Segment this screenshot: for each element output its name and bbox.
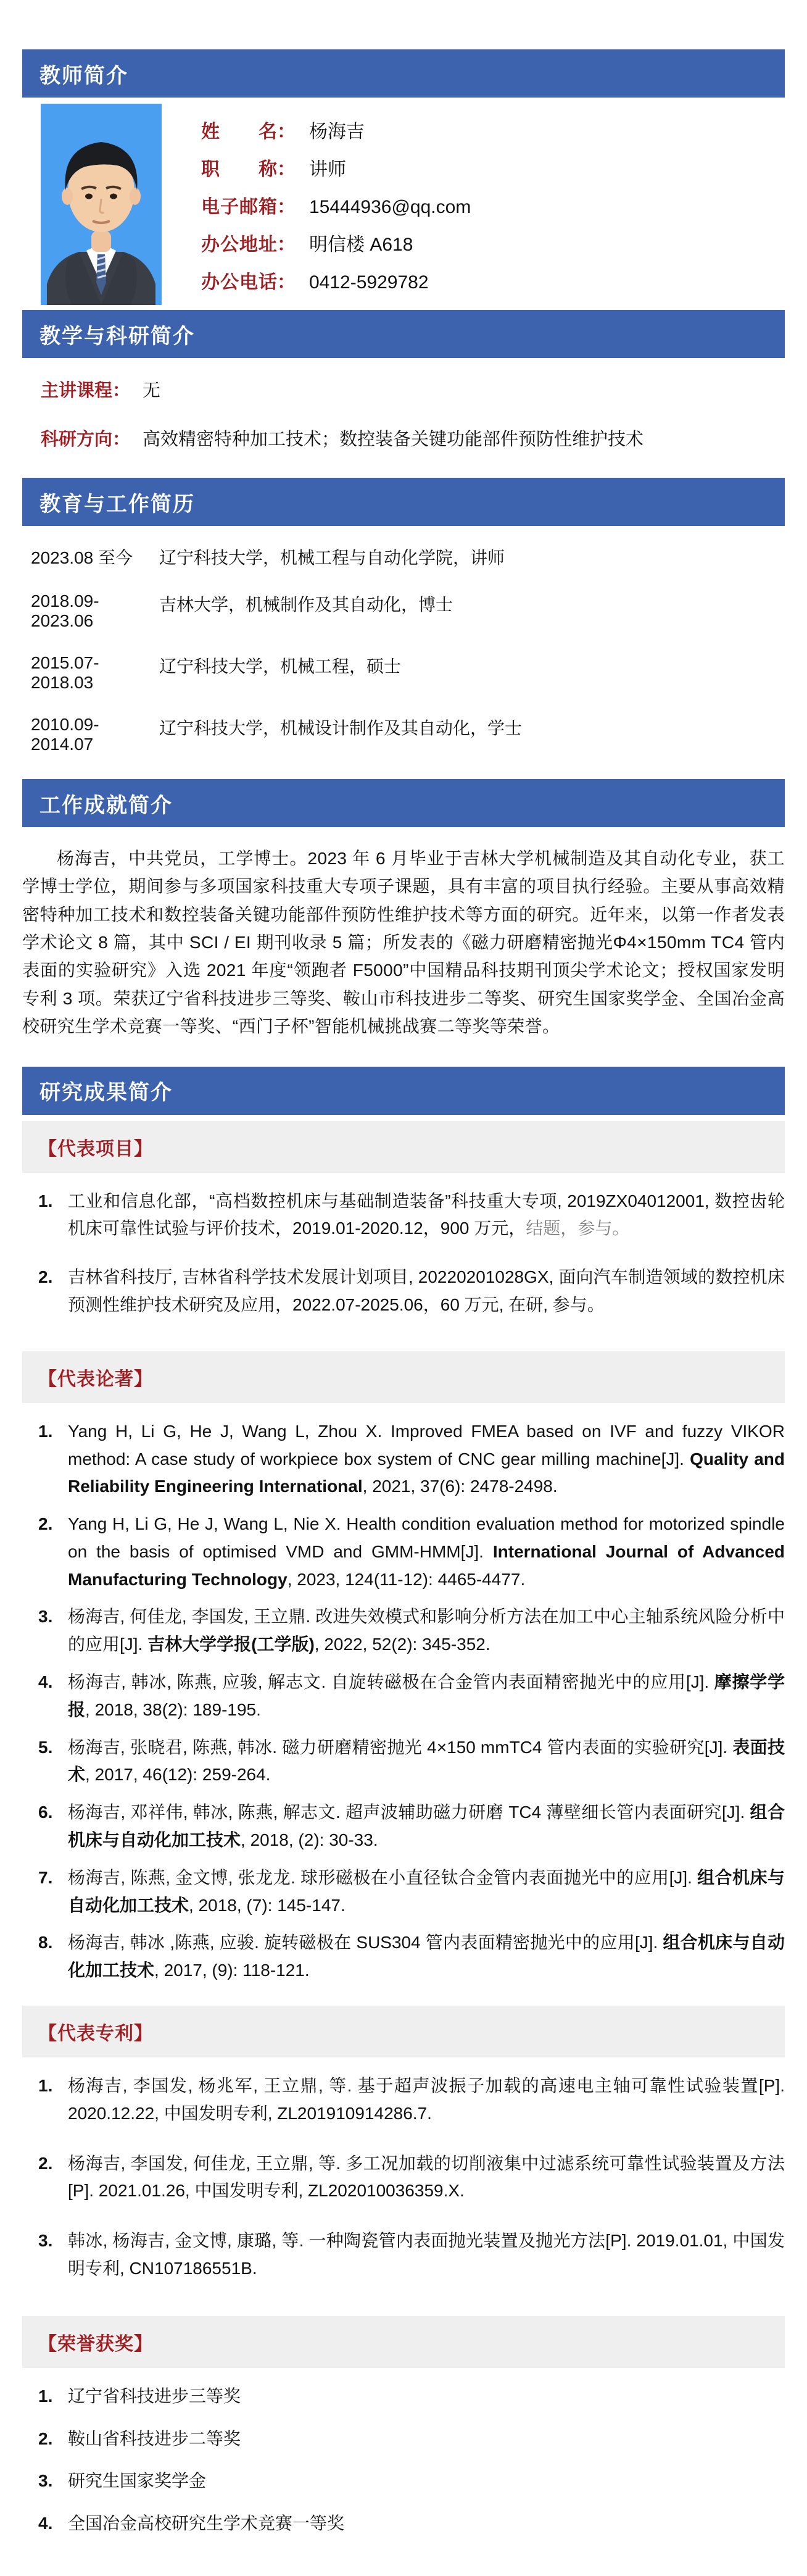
list-item: [38, 1603, 785, 1659]
profile-fields: [201, 104, 471, 305]
list-item: [38, 2425, 785, 2453]
text-segment: 杨海吉, 李国发, 何佳龙, 王立鼎, 等. 多工况加载的切削液集中过滤系统可靠性试验装置及方法[P]. 2021.01.26, 中国发明专利, ZL202010036359.X.: [68, 2153, 785, 2201]
list-item-number: 1.: [38, 2386, 53, 2406]
profile-field: [201, 191, 471, 219]
section-header-research: [22, 1067, 785, 1115]
research-results-block: [22, 1121, 785, 2558]
list-item-number: 4.: [38, 1672, 53, 1692]
list-item-text: [68, 1669, 785, 1724]
text-segment: 组合机床与自动化加工技术: [68, 1867, 785, 1915]
list-item-text: [68, 2227, 785, 2283]
resume-timeline: [22, 526, 785, 779]
list-item-number: 2.: [38, 2428, 53, 2448]
teaching-value: 高效精密特种加工技术；数控装备关键功能部件预防性维护技术: [143, 430, 644, 449]
subsection-list-papers: [22, 1403, 785, 1999]
list-item: [38, 1418, 785, 1501]
teaching-label: 主讲课程：: [41, 381, 131, 401]
list-item: [38, 2383, 785, 2411]
list-item: [38, 2150, 785, 2206]
list-item-text: [68, 2383, 785, 2411]
section-title: 研究成果简介: [39, 1081, 173, 1105]
list-item-number: 2.: [38, 1267, 53, 1287]
text-segment: 辽宁省科技进步三等奖: [68, 2386, 241, 2406]
field-value: 杨海吉: [309, 122, 365, 142]
list-item-text: [68, 1929, 785, 1985]
subsection-heading: 【代表论著】: [38, 1369, 153, 1390]
text-segment: , 2018, (2): 30-33.: [241, 1830, 378, 1850]
section-header-teaching: [22, 310, 785, 358]
list-item-number: 3.: [38, 2231, 53, 2251]
teaching-block: [22, 358, 785, 478]
list-item: [38, 2510, 785, 2538]
subsection-header-awards: [22, 2316, 785, 2368]
subsection-header-papers: [22, 1351, 785, 1403]
text-segment: 全国冶金高校研究生学术竞赛一等奖: [68, 2514, 345, 2533]
field-colon: ：: [277, 235, 296, 255]
text-segment: 韩冰, 杨海吉, 金文博, 康璐, 等. 一种陶瓷管内表面抛光装置及抛光方法[P]. 2019.01.01, 中国发明专利, CN107186551B.: [68, 2231, 785, 2278]
text-segment: 吉林省科技厅, 吉林省科学技术发展计划项目, 20220201028GX, 面向汽车制造领域的数控机床预测性维护技术研究及应用，2022.07-2025.06，60 万元, 在研, 参与。: [68, 1267, 785, 1314]
section-title: 教育与工作简历: [39, 492, 195, 516]
list-item-number: 6.: [38, 1803, 53, 1822]
text-segment: 杨海吉, 何佳龙, 李国发, 王立鼎. 改进失效模式和影响分析方法在加工中心主轴系统风险分析中的应用[J].: [68, 1607, 785, 1654]
field-value: 明信楼 A618: [309, 235, 413, 255]
achievement-paragraph: 杨海吉，中共党员，工学博士。2023 年 6 月毕业于吉林大学机械制造及其自动化专业，获工学博士学位，期间参与多项国家科技重大专项子课题，具有丰富的项目执行经验。主要从事高效精密特种加工技术和数控装备关键功能部件预防性维护技术等方面的研究。近年来，以第一作者发表学术论文 8 篇，其中 SCI / EI 期刊收录 5 篇；所发表的《磁力研磨精密抛光Φ4×150mm TC4 管内表面的实验研究》入选 2021 年度“领跑者 F5000”中国精品科技期刊顶尖学术论文；授权国家发明专利 3 项。荣获辽宁省科技进步三等奖、鞍山市科技进步二等奖、研究生国家奖学金、全国冶金高校研究生学术竞赛一等奖、“西门子杯”智能机械挑战赛二等奖等荣誉。: [22, 849, 785, 1036]
list-item: [38, 1734, 785, 1790]
text-segment: International Journal of Advanced Manufacturing Technology: [68, 1541, 785, 1589]
text-segment: 杨海吉, 李国发, 杨兆军, 王立鼎, 等. 基于超声波振子加载的高速电主轴可靠性试验装置[P]. 2020.12.22, 中国发明专利, ZL201910914286.7.: [68, 2076, 785, 2123]
list-item: [38, 1929, 785, 1985]
text-segment: 组合机床与自动化加工技术: [68, 1933, 785, 1980]
text-segment: 杨海吉, 韩冰 ,陈燕, 应骏. 旋转磁极在 SUS304 管内表面精密抛光中的应用[J].: [68, 1933, 663, 1953]
resume-detail: 辽宁科技大学，机械工程，硕士: [159, 657, 402, 676]
resume-detail: 辽宁科技大学，机械设计制作及其自动化，学士: [159, 719, 523, 738]
list-item-text: [68, 1511, 785, 1593]
list-item-number: 2.: [38, 1514, 53, 1534]
resume-row: [31, 715, 785, 754]
list-item-text: [68, 1734, 785, 1790]
teaching-row: [41, 377, 785, 402]
text-segment: 吉林大学学报(工学版): [147, 1635, 315, 1654]
list-item-number: 1.: [38, 1191, 53, 1211]
field-label: 电子邮箱: [201, 197, 277, 217]
subsection-list-patents: [22, 2057, 785, 2310]
resume-detail: 辽宁科技大学，机械工程与自动化学院，讲师: [159, 548, 505, 567]
list-item: [38, 1511, 785, 1593]
section-title: 教学与科研简介: [39, 324, 195, 348]
list-item-text: [68, 1418, 785, 1501]
list-item-number: 3.: [38, 2471, 53, 2491]
subsection-heading: 【代表项目】: [38, 1138, 153, 1159]
resume-period: 2023.08 至今: [31, 548, 133, 567]
subsection-heading: 【代表专利】: [38, 2024, 153, 2045]
field-colon: ：: [277, 122, 296, 142]
profile-field: [201, 267, 471, 294]
profile-field: [201, 154, 471, 181]
field-label: 办公电话: [201, 272, 277, 293]
list-item: [38, 2227, 785, 2283]
resume-period: 2010.09-2014.07: [31, 715, 99, 754]
portrait-photo-placeholder: [41, 104, 162, 305]
list-item-text: [68, 2467, 785, 2495]
text-segment: 杨海吉, 张晓君, 陈燕, 韩冰. 磁力研磨精密抛光 4×150 mmTC4 管内表面的实验研究[J].: [68, 1737, 733, 1757]
text-segment: , 2017, 46(12): 259-264.: [85, 1765, 271, 1785]
text-segment: Quality and Reliability Engineering International: [68, 1449, 785, 1496]
field-colon: ：: [277, 272, 296, 293]
text-segment: Yang H, Li G, He J, Wang L, Nie X. Health condition evaluation method for motorized spindle on the basis of optimised VMD and GMM-HMM[J].: [68, 1514, 785, 1561]
subsection-list-awards: [22, 2368, 785, 2557]
section-title: 工作成就简介: [39, 793, 173, 817]
resume-detail: 吉林大学，机械制作及其自动化，博士: [159, 595, 453, 614]
list-item: [38, 1264, 785, 1319]
field-label: 职称: [201, 159, 277, 180]
resume-row: [31, 653, 785, 693]
text-segment: , 2017, (9): 118-121.: [154, 1961, 310, 1980]
text-segment: , 2018, (7): 145-147.: [189, 1895, 346, 1915]
list-item-number: 3.: [38, 1607, 53, 1627]
subsection-heading: 【荣誉获奖】: [38, 2333, 153, 2354]
list-item-number: 2.: [38, 2153, 53, 2173]
list-item-text: [68, 2150, 785, 2206]
subsection-header-patents: [22, 2006, 785, 2057]
text-segment: 杨海吉, 韩冰, 陈燕, 应骏, 解志文. 自旋转磁极在合金管内表面精密抛光中的应用[J].: [68, 1672, 714, 1692]
field-value: 0412-5929782: [309, 272, 429, 293]
teaching-label: 科研方向：: [41, 430, 131, 449]
list-item: [38, 1799, 785, 1854]
profile-photo: [41, 104, 162, 305]
teaching-value: 无: [143, 381, 161, 401]
teaching-row: [41, 425, 785, 451]
field-label: 办公地址: [201, 235, 277, 255]
profile-field: [201, 229, 471, 256]
section-header-achievement: [22, 779, 785, 827]
section-header-resume: [22, 478, 785, 526]
subsection-header-projects: [22, 1121, 785, 1173]
resume-row: [31, 544, 785, 569]
resume-row: [31, 591, 785, 631]
text-segment: 鞍山省科技进步二等奖: [68, 2428, 241, 2448]
text-segment: 表面技术: [68, 1737, 785, 1785]
list-item-number: 1.: [38, 1421, 53, 1441]
text-segment: Yang H, Li G, He J, Wang L, Zhou X. Improved FMEA based on IVF and fuzzy VIKOR method: A case study of workpiece box system of CNC gear milling machine[J].: [68, 1421, 785, 1469]
text-segment: 摩擦学学报: [68, 1672, 785, 1719]
list-item-text: [68, 2072, 785, 2128]
list-item-text: [68, 2425, 785, 2453]
text-segment: 组合机床与自动化加工技术: [68, 1803, 785, 1850]
field-colon: ：: [277, 159, 296, 180]
list-item: [38, 2072, 785, 2128]
field-value: 15444936@qq.com: [309, 197, 471, 217]
text-segment: 工业和信息化部，“高档数控机床与基础制造装备”科技重大专项, 2019ZX04012001, 数控齿轮机床可靠性试验与评价技术，2019.01-2020.12，900 万元，: [68, 1191, 785, 1238]
text-segment: , 2022, 52(2): 345-352.: [314, 1635, 490, 1654]
text-segment: 杨海吉, 陈燕, 金文博, 张龙龙. 球形磁极在小直径钛合金管内表面抛光中的应用[J].: [68, 1867, 698, 1887]
list-item-text: [68, 1188, 785, 1243]
text-segment: , 2023, 124(11-12): 4465-4477.: [287, 1569, 526, 1589]
list-item-text: [68, 1799, 785, 1854]
resume-period: 2018.09-2023.06: [31, 591, 99, 630]
list-item: [38, 1188, 785, 1243]
text-segment: 结题，参与。: [526, 1219, 630, 1238]
list-item-number: 1.: [38, 2076, 53, 2096]
list-item: [38, 1864, 785, 1920]
section-title: 教师简介: [39, 64, 128, 88]
text-segment: 杨海吉, 邓祥伟, 韩冰, 陈燕, 解志文. 超声波辅助磁力研磨 TC4 薄壁细长管内表面研究[J].: [68, 1803, 750, 1822]
list-item-number: 7.: [38, 1867, 53, 1887]
resume-period: 2015.07-2018.03: [31, 653, 99, 692]
list-item-text: [68, 1603, 785, 1659]
list-item-text: [68, 1864, 785, 1920]
text-segment: , 2021, 37(6): 2478-2498.: [362, 1477, 558, 1496]
profile-field: [201, 116, 471, 143]
list-item-number: 8.: [38, 1933, 53, 1953]
list-item-number: 4.: [38, 2514, 53, 2533]
field-colon: ：: [277, 197, 296, 217]
list-item-text: [68, 1264, 785, 1319]
field-value: 讲师: [309, 159, 346, 180]
text-segment: , 2018, 38(2): 189-195.: [85, 1699, 261, 1719]
text-segment: 研究生国家奖学金: [68, 2471, 207, 2491]
list-item: [38, 1669, 785, 1724]
section-header-profile: [22, 49, 785, 98]
subsection-list-projects: [22, 1173, 785, 1345]
list-item-text: [68, 2510, 785, 2538]
field-label: 姓名: [201, 122, 277, 142]
list-item: [38, 2467, 785, 2495]
list-item-number: 5.: [38, 1737, 53, 1757]
profile-block: [22, 98, 785, 307]
